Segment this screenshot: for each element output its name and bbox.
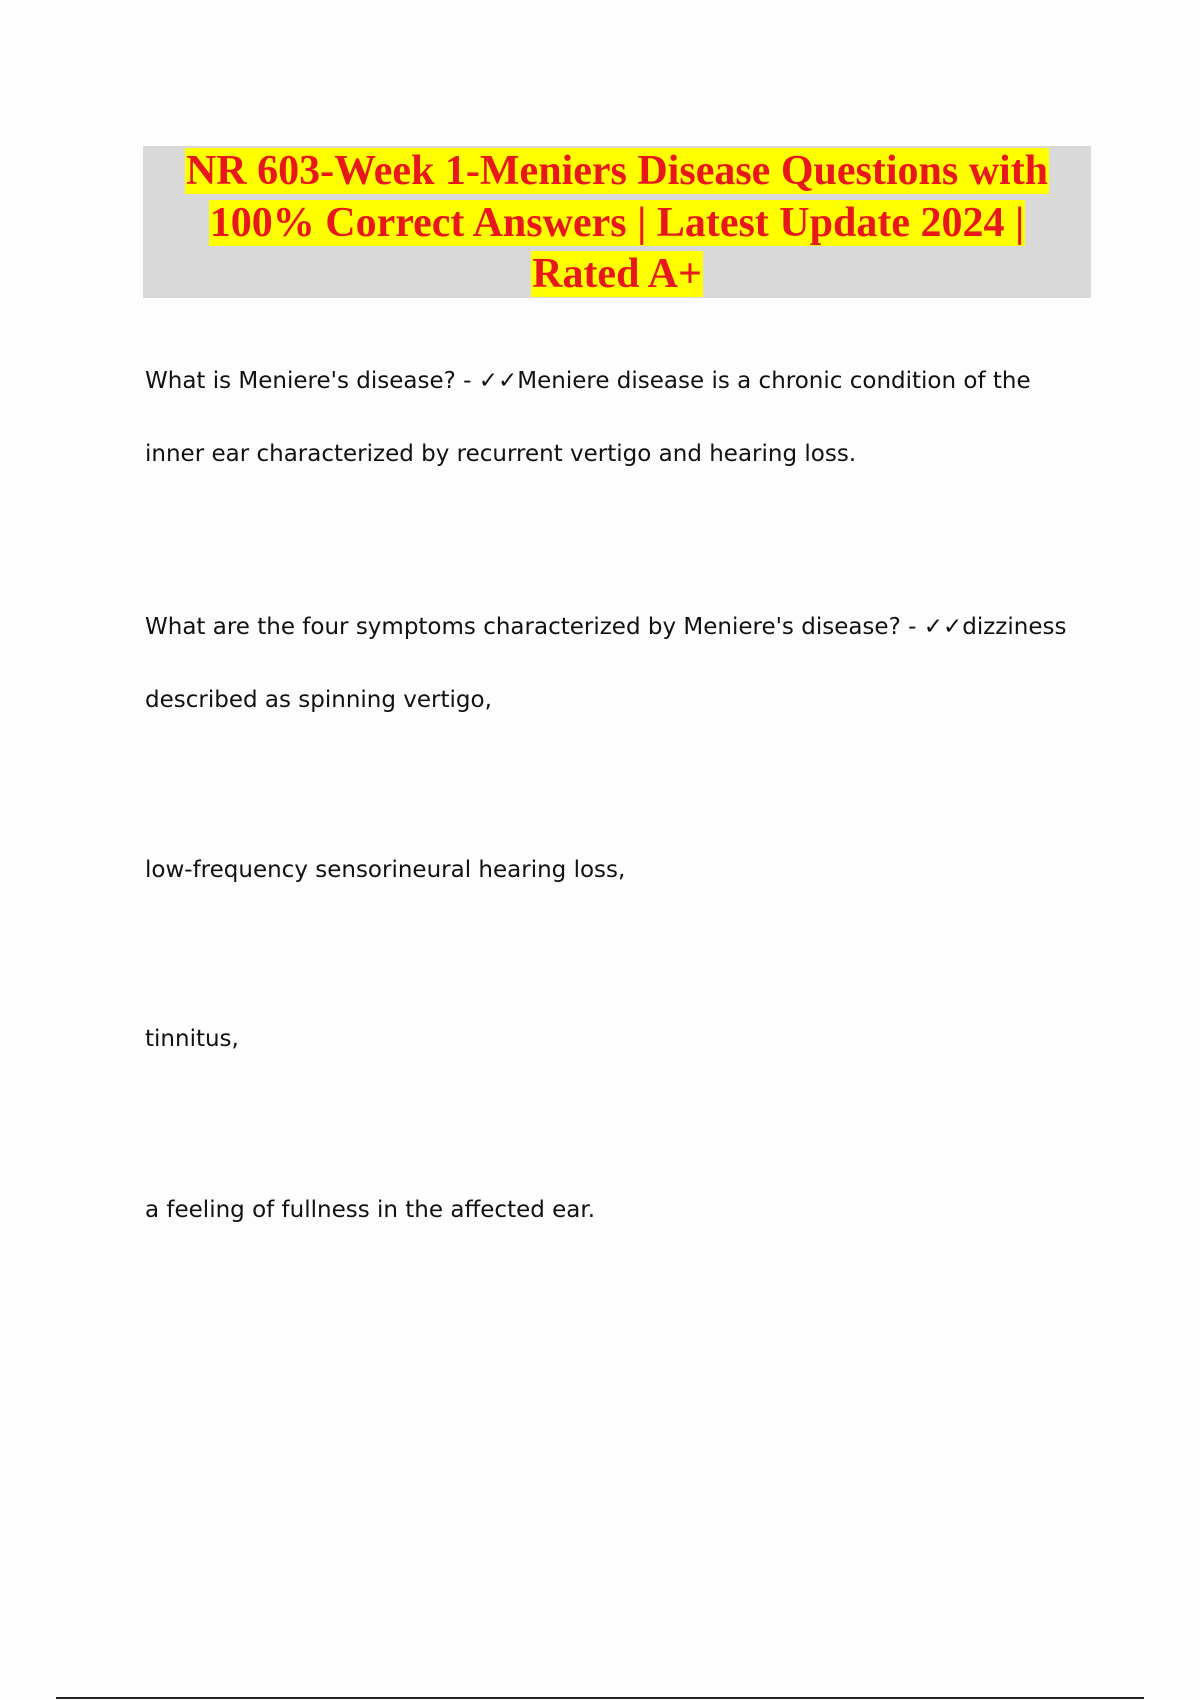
answer-2-item-tinnitus: tinnitus, bbox=[145, 1026, 239, 1052]
title-line-2: 100% Correct Answers | Latest Update 2024 | bbox=[209, 199, 1025, 246]
question-1-line-1: What is Meniere's disease? - ✓✓Meniere disease is a chronic condition of the bbox=[145, 368, 1031, 394]
title-box bbox=[143, 146, 1091, 298]
answer-2-item-fullness: a feeling of fullness in the affected ear. bbox=[145, 1197, 596, 1223]
question-2-line-2: described as spinning vertigo, bbox=[145, 687, 492, 713]
title-line-3: Rated A+ bbox=[532, 251, 702, 297]
title-line-1: NR 603-Week 1-Meniers Disease Questions with bbox=[185, 148, 1049, 194]
answer-2-item-hearing-loss: low-frequency sensorineural hearing loss, bbox=[145, 857, 626, 883]
question-2-line-1: What are the four symptoms characterized by Meniere's disease? - ✓✓dizziness bbox=[145, 614, 1067, 640]
question-1-line-2: inner ear characterized by recurrent vertigo and hearing loss. bbox=[145, 441, 857, 467]
document-title bbox=[143, 146, 1091, 301]
footer-divider bbox=[56, 1697, 1144, 1699]
